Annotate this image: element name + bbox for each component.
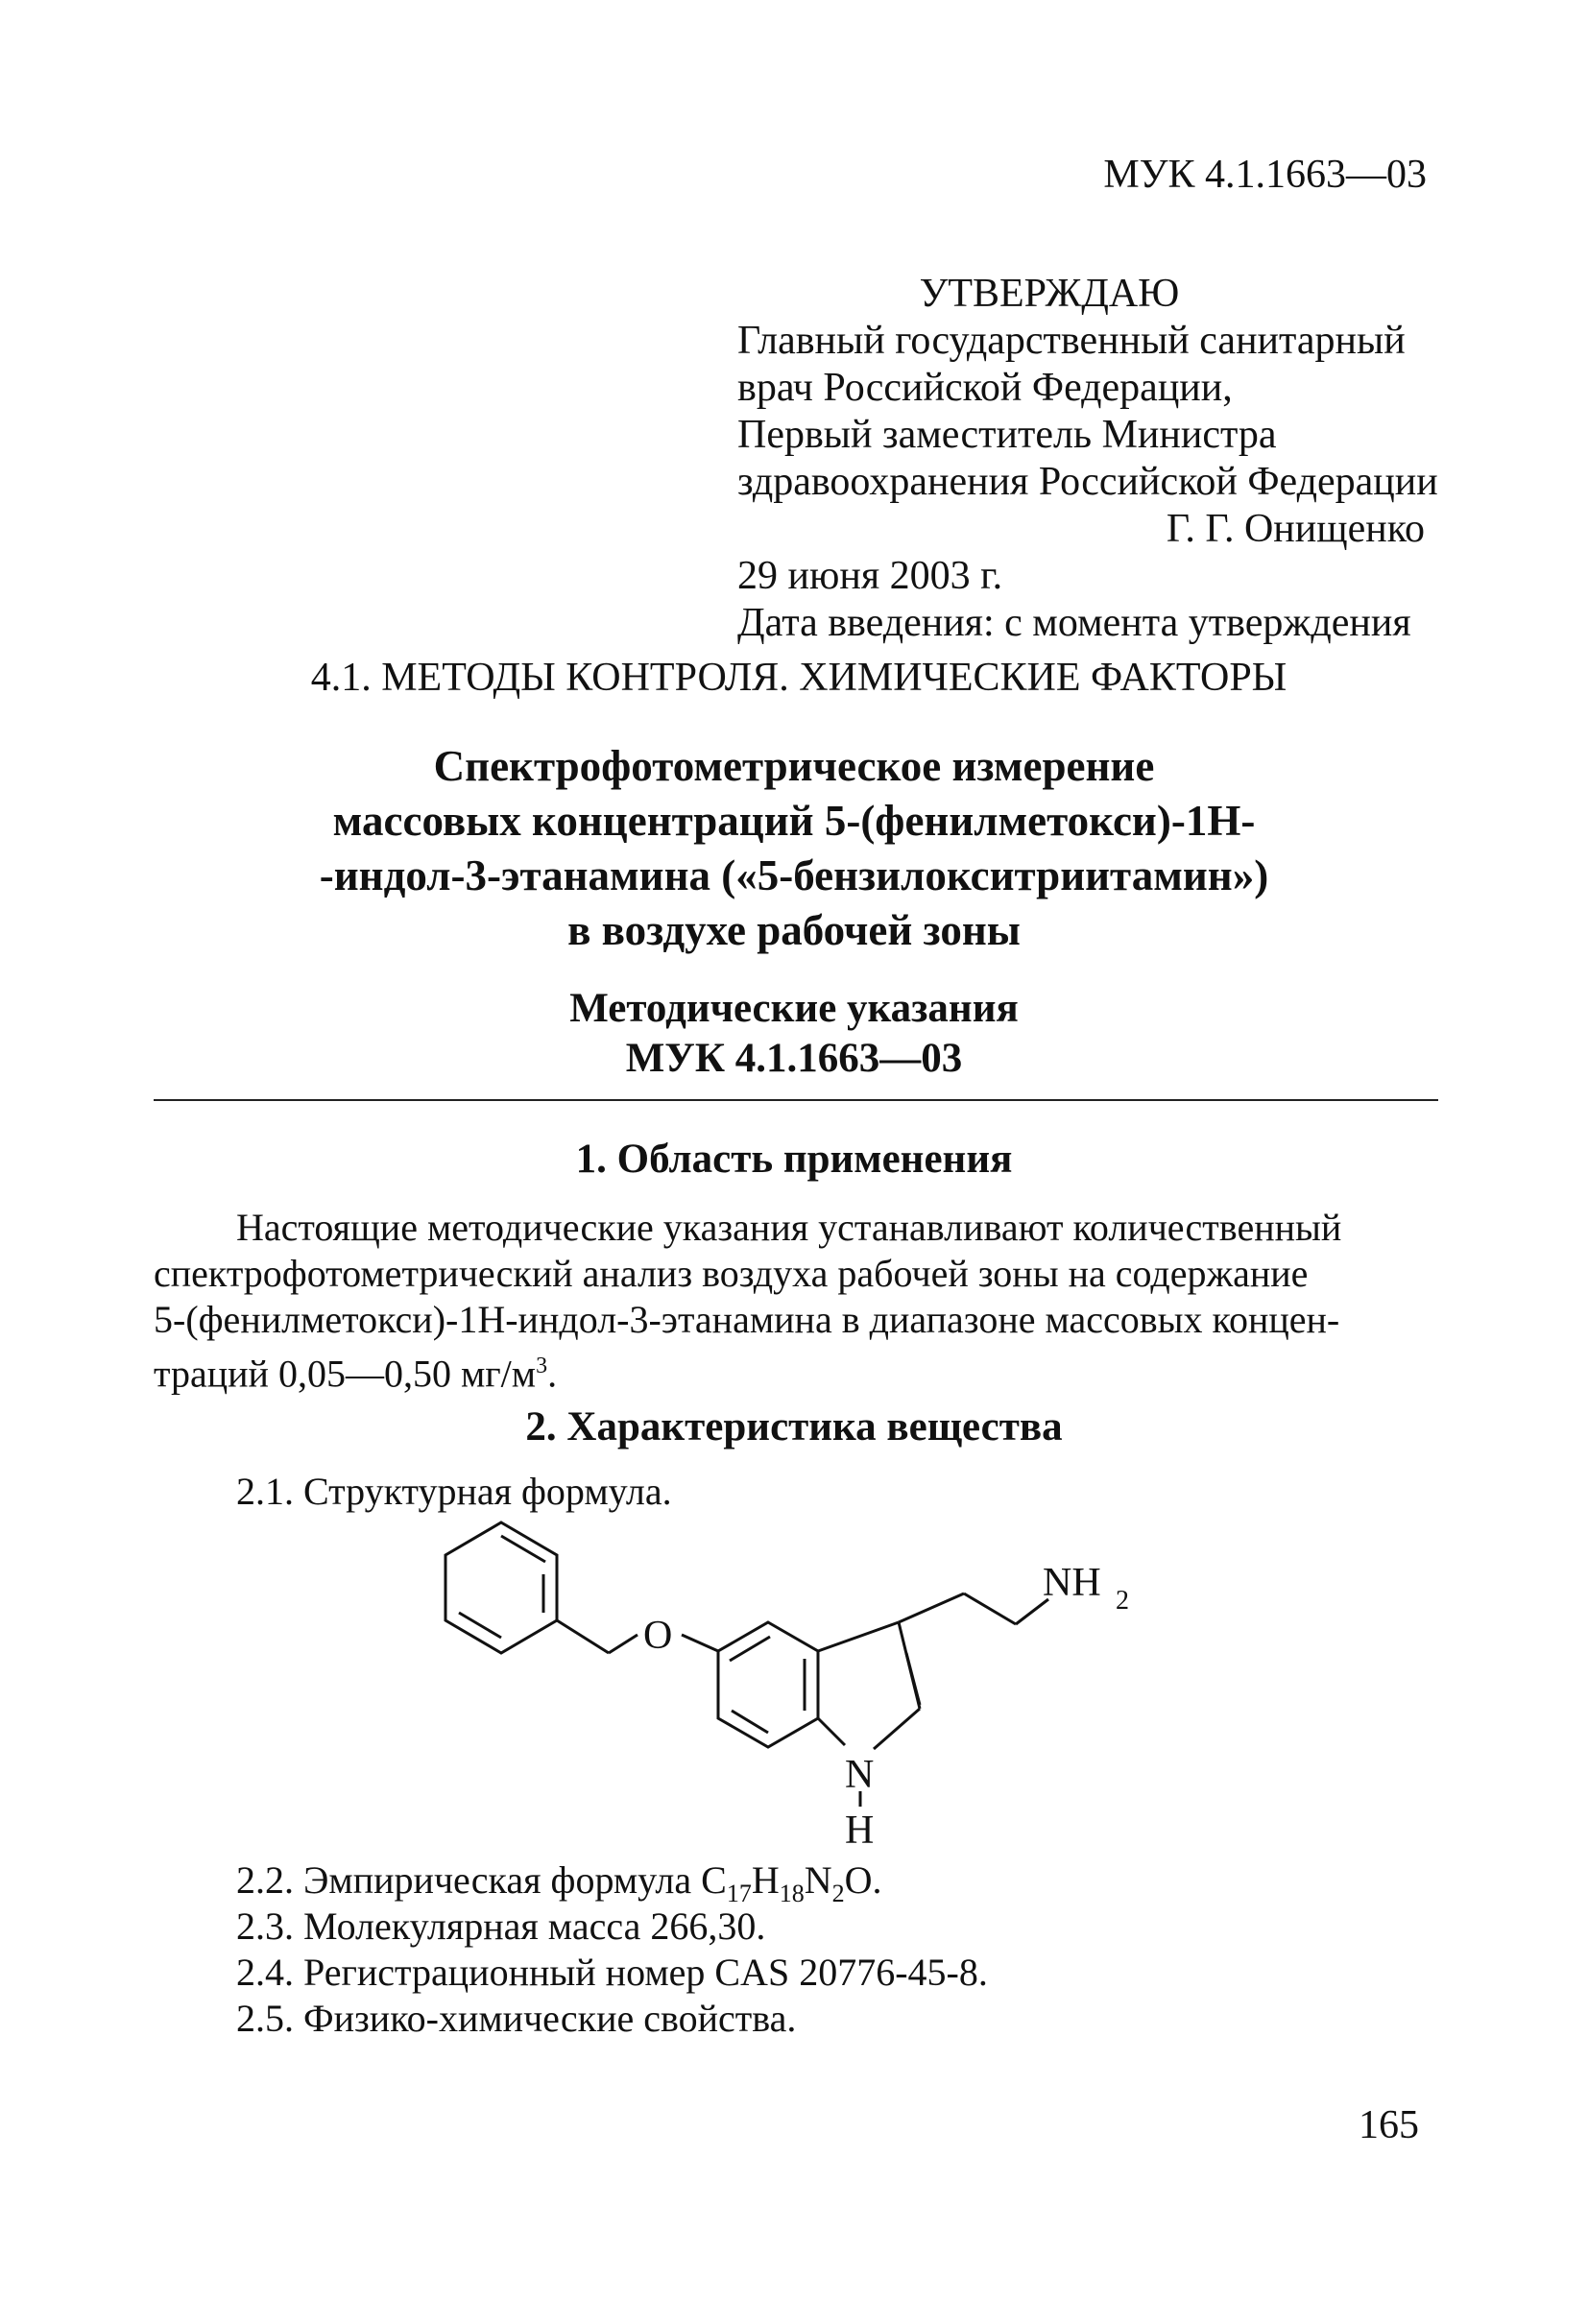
o-bond-right [682,1635,718,1651]
document-subtitle [0,984,1588,1084]
amine-label: NH [1043,1561,1101,1605]
subtitle-line: Методические указания [569,986,1019,1031]
approval-date: 29 июня 2003 г. [737,554,1003,598]
nitrogen-label: N [845,1753,875,1797]
item-structural-formula: 2.1. Структурная формула. [236,1470,672,1513]
oxygen-label: O [643,1614,673,1658]
item-physical-properties: 2.5. Физико-химические свойства. [236,1997,797,2040]
approval-line: врач Российской Федерации, [737,366,1233,410]
section-title: 4.1. МЕТОДЫ КОНТРОЛЯ. ХИМИЧЕСКИЕ ФАКТОРЫ [310,656,1287,700]
unit-superscript: 3 [536,1354,548,1378]
benzene-ring [445,1522,557,1653]
oxygen-symbol: O. [844,1858,882,1902]
item-molecular-mass: 2.3. Молекулярная масса 266,30. [236,1905,766,1948]
nitrogen-count: 2 [831,1880,845,1907]
o-bond-left [609,1635,638,1653]
approval-line: здравоохранения Российской Федерации [737,460,1438,504]
hydrogen-label: H [845,1809,875,1843]
n-bond-right [874,1709,920,1749]
title-line: -индол-3-этанамина («5-бензилокситриитамин») [319,851,1269,899]
title-line: массовых концентраций 5-(фенилметокси)-1Н- [332,797,1256,845]
item-cas-number: 2.4. Регистрационный номер CAS 20776-45-8. [236,1951,988,1994]
indole-benzene-ring [718,1622,818,1747]
hydrogen-symbol: H [751,1858,780,1902]
ring-bond [818,1622,899,1651]
paragraph-line: 5-(фенилметокси)-1Н-индол-3-этанамина в диапазоне массовых концен- [154,1298,1340,1341]
paragraph-line: спектрофотометрический анализ воздуха рабочей зоны на содержание [154,1252,1309,1295]
page-number: 165 [1359,2103,1419,2147]
amine-subscript: 2 [1116,1586,1129,1616]
approval-heading: УТВЕРЖДАЮ [919,272,1180,316]
hydrogen-count: 18 [779,1880,805,1907]
double-bond [501,1536,545,1562]
item-empirical-formula [236,1857,881,1908]
subtitle-code: МУК 4.1.1663—03 [625,1036,963,1081]
double-bond [906,1653,920,1705]
document-title [0,739,1588,958]
approval-line: Главный государственный санитарный [737,319,1406,363]
section-1-paragraph [154,1205,1432,1397]
approval-signatory: Г. Г. Онищенко [1166,507,1425,551]
n-bond-left [818,1718,845,1745]
section-1-heading: 1. Область применения [575,1137,1013,1182]
section-2-heading: 2. Характеристика вещества [525,1404,1063,1450]
structural-formula-diagram [0,1517,1588,1843]
paragraph-end: . [547,1352,558,1396]
title-line: Спектрофотометрическое измерение [433,742,1155,790]
approval-block [737,271,1448,647]
ch2-bond [557,1620,609,1653]
chain-bond [964,1593,1016,1624]
horizontal-rule [154,1099,1438,1101]
document-code: МУК 4.1.1663—03 [1103,153,1427,197]
paragraph-text: траций 0,05—0,50 мг/м [154,1352,537,1396]
paragraph-line: Настоящие методические указания устанавливают количественный [236,1206,1342,1249]
title-line: в воздухе рабочей зоны [567,906,1021,954]
chain-bond [899,1593,964,1622]
empirical-prefix: 2.2. Эмпирическая формула C [236,1858,727,1902]
carbon-count: 17 [726,1880,752,1907]
nitrogen-symbol: N [804,1858,832,1902]
double-bond [459,1613,501,1638]
approval-effective-date: Дата введения: с момента утверждения [737,601,1411,645]
approval-line: Первый заместитель Министра [737,413,1277,457]
paragraph-line-last [154,1343,1432,1397]
